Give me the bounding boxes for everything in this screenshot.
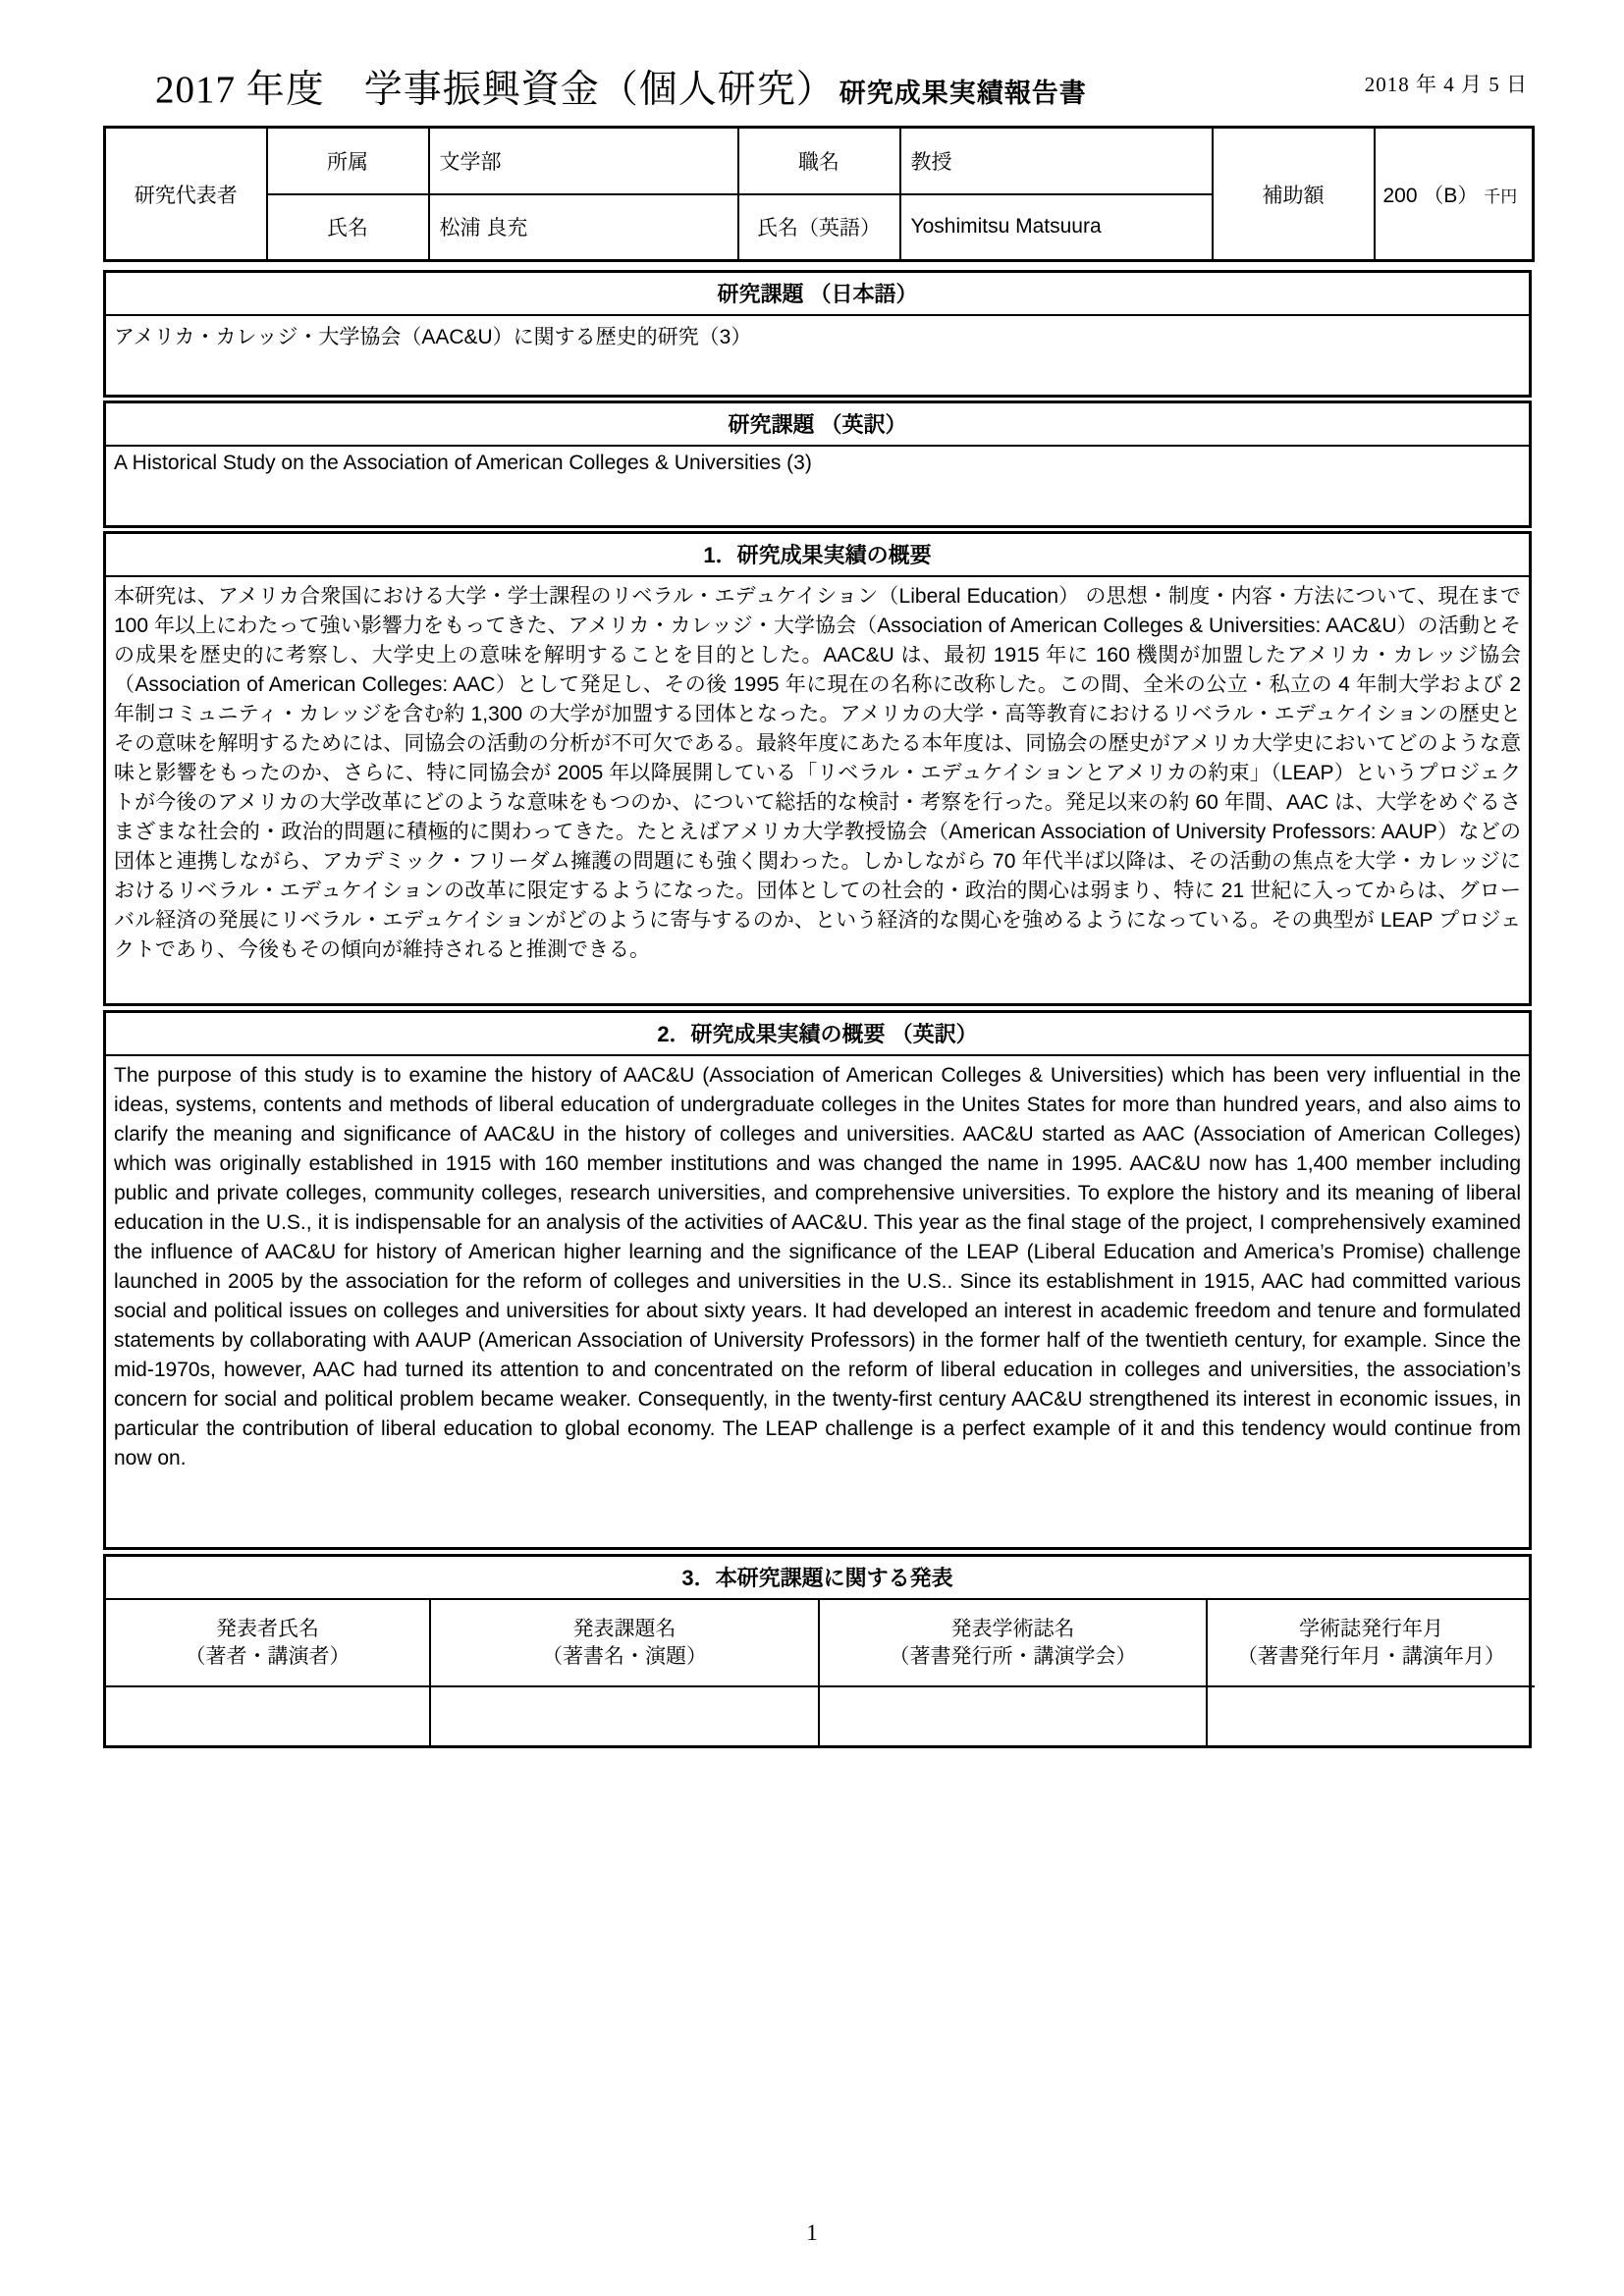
research-title-ja-header: 研究課題 （日本語） bbox=[106, 273, 1529, 316]
column-header-line: 発表者氏名 bbox=[216, 1617, 319, 1640]
section2-body: The purpose of this study is to examine the history of AAC&U (Association of American Colleges & Universities) which has been very influential in the ideas, systems, contents and methods of liberal education of undergraduate colleges in the Unites States for more than hundred years, and also aims to clarify the meaning and significance of AAC&U in the history of colleges and universities. AAC&U started as AAC (Association of American Colleges) which was originally established in 1915 with 160 member institutions and was changed the name in 1995. AAC&U now has 1,400 member including public and private colleges, community colleges, research universities, and comprehensive universities. To explore the history and its meaning of liberal education in the U.S., it is indispensable for an analysis of the activities of AAC&U. This year as the final stage of the project, I comprehensively examined the influence of AAC&U for history of American higher learning and the significance of the LEAP (Liberal Education and America’s Promise) challenge launched in 2005 by the association for the reform of colleges and universities in the U.S.. Since its establishment in 1915, AAC had committed various social and political issues on colleges and universities for about sixty years. It had developed an interest in academic freedom and tenure and formulated statements by collaborating with AAUP (American Association of University Professors) in the former half of the twentieth century, for example. Since the mid-1970s, however, AAC had turned its attention to and concentrated on the reform of liberal education in colleges and universities, the association’s concern for social and political problem became weaker. Consequently, in the twenty-first century AAC&U strengthened its interest in economic issues, in particular the contribution of liberal education to global economy. The LEAP challenge is a perfect example of it and this tendency would continue from now on. bbox=[114, 1064, 1521, 1469]
affiliation-value: 文学部 bbox=[429, 128, 738, 194]
representative-row-label: 研究代表者 bbox=[105, 128, 267, 261]
column-header-line: （著書名・演題） bbox=[542, 1644, 707, 1668]
column-header-line: 発表課題名 bbox=[572, 1617, 677, 1640]
section1-body: 本研究は、アメリカ合衆国における大学・学士課程のリベラル・エデュケイション（Liberal Education） の思想・制度・内容・方法について、現在まで 100 年以上にわたって強い影響力をもってきた、アメリカ・カレッジ・大学協会（Association of American Colleges & Universities: AAC&U）の活動とその成果を歴史的に考察し、大学史上の意味を解明することを目的とした。AAC&U は、最初 1915 年に 160 機関が加盟したアメリカ・カレッジ協会（Association of American Colleges: AAC）として発足し、その後 1995 年に現在の名称に改称した。この間、全米の公立・私立の 4 年制大学および 2 年制コミュニティ・カレッジを含む約 1,300 の大学が加盟する団体となった。アメリカの大学・高等教育におけるリベラル・エデュケイションの歴史とその意味を解明するためには、同協会の活動の分析が不可欠である。最終年度にあたる本年度は、同協会の歴史がアメリカ大学史においてどのような意味と影響をもったのか、さらに、特に同協会が 2005 年以降展開している「リベラル・エデュケイションとアメリカの約束」（LEAP）というプロジェクトが今後のアメリカの大学改革にどのような意味をもつのか、について総括的な検討・考察を行った。発足以来の約 60 年間、AAC は、大学をめぐるさまざまな社会的・政治的問題に積極的に関わってきた。たとえばアメリカ大学教授協会（American Association of University Professors: AAUP）などの団体と連携しながら、アカデミック・フリーダム擁護の問題にも強く関わった。しかしながら 70 年代半ば以降は、その活動の焦点を大学・カレッジにおけるリベラル・エデュケイションの改革に限定するようになった。団体としての社会的・政治的関心は弱まり、特に 21 世紀に入ってからは、グローバル経済の発展にリベラル・エデュケイションがどのように寄与するのか、という経済的な関心を強めるようになっている。その典型が LEAP プロジェクトであり、今後もその傾向が維持されると推測できる。 bbox=[114, 585, 1521, 961]
affiliation-label: 所属 bbox=[267, 128, 429, 194]
presentation-cell bbox=[430, 1686, 819, 1745]
column-header-line: 発表学術誌名 bbox=[950, 1617, 1075, 1640]
position-value: 教授 bbox=[900, 128, 1213, 194]
position-label: 職名 bbox=[738, 128, 900, 194]
column-header-title bbox=[430, 1600, 819, 1686]
section2-header: 2．研究成果実績の概要 （英訳） bbox=[106, 1013, 1529, 1056]
column-header-line: （著書発行年月・講演年月） bbox=[1237, 1644, 1505, 1668]
section3-block bbox=[103, 1554, 1532, 1748]
name-en-value: Yoshimitsu Matsuura bbox=[900, 194, 1213, 261]
table-row bbox=[105, 128, 1534, 194]
representative-table bbox=[103, 126, 1535, 262]
presentation-cell bbox=[1207, 1686, 1535, 1745]
presentation-cell bbox=[819, 1686, 1207, 1745]
column-header-line: （著書発行所・講演学会） bbox=[889, 1644, 1137, 1668]
column-header-journal bbox=[819, 1600, 1207, 1686]
research-title-ja-block bbox=[103, 270, 1532, 398]
document-title-sub: 研究成果実績報告書 bbox=[839, 79, 1087, 108]
section3-header: 3．本研究課題に関する発表 bbox=[106, 1557, 1529, 1600]
document-date: 2018 年 4 月 5 日 bbox=[1364, 73, 1528, 96]
research-title-en-header: 研究課題 （英訳） bbox=[106, 403, 1529, 447]
subsidy-label: 補助額 bbox=[1213, 128, 1375, 261]
research-title-ja-value: アメリカ・カレッジ・大学協会（AAC&U）に関する歴史的研究（3） bbox=[114, 326, 752, 348]
column-header-presenter bbox=[106, 1600, 430, 1686]
subsidy-value bbox=[1375, 128, 1534, 261]
research-title-en-block bbox=[103, 400, 1532, 528]
column-header-line: 学術誌発行年月 bbox=[1299, 1617, 1443, 1640]
presentations-header-row bbox=[106, 1600, 1535, 1686]
presentation-cell bbox=[106, 1686, 430, 1745]
page-number: 1 bbox=[806, 2220, 818, 2245]
document-header bbox=[0, 0, 1624, 126]
column-header-date bbox=[1207, 1600, 1535, 1686]
section2-block bbox=[103, 1010, 1532, 1550]
section1-block bbox=[103, 531, 1532, 1006]
document-body bbox=[103, 126, 1532, 1748]
presentations-table bbox=[106, 1600, 1535, 1745]
subsidy-unit: 千円 bbox=[1484, 187, 1518, 206]
name-label: 氏名 bbox=[267, 194, 429, 261]
column-header-line: （著者・講演者） bbox=[185, 1644, 351, 1668]
document-title bbox=[155, 59, 1087, 114]
name-en-label: 氏名（英語） bbox=[738, 194, 900, 261]
name-value: 松浦 良充 bbox=[429, 194, 738, 261]
subsidy-amount: 200 （B） bbox=[1382, 184, 1479, 207]
document-title-main: 2017 年度 学事振興資金（個人研究） bbox=[155, 69, 836, 111]
section1-header: 1．研究成果実績の概要 bbox=[106, 534, 1529, 577]
presentations-empty-row bbox=[106, 1686, 1535, 1745]
research-title-en-value: A Historical Study on the Association of American Colleges & Universities (3) bbox=[114, 452, 812, 474]
